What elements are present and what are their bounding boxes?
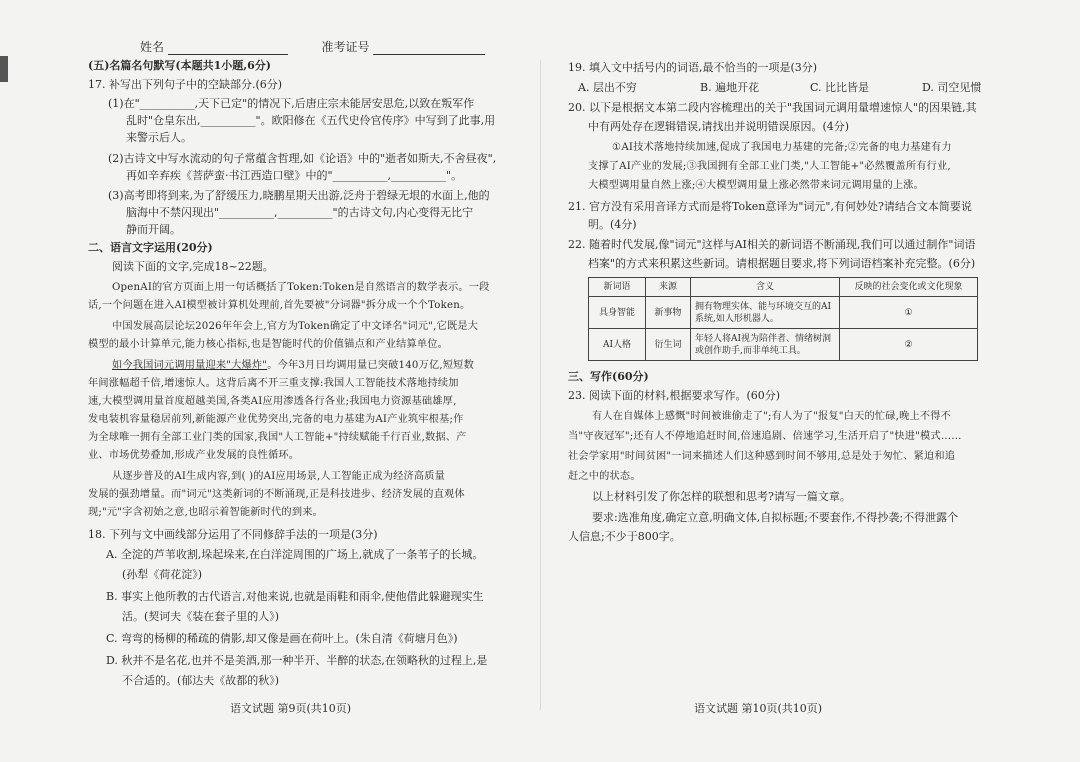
q22-stem-line2: 档案"的方式来积累这些新词。请根据题目要求,将下列词语档案补充完整。(6分) [588, 257, 976, 270]
q19-option-c: C. 比比皆是 [810, 81, 870, 94]
table-row [589, 297, 978, 329]
section-5-title: (五)名篇名句默写(本题共1小题,6分) [88, 59, 271, 72]
passage-p4-line3: 现;"元"字含初始之意,也昭示着智能新时代的到来。 [88, 507, 323, 518]
section-3-title: 三、写作(60分) [568, 370, 649, 383]
reading-instruction: 阅读下面的文字,完成18~22题。 [112, 260, 274, 273]
q17-stem: 17. 补写出下列句子中的空缺部分.(6分) [88, 78, 283, 91]
q17-2-line2: 再如辛弃疾《菩萨蛮·书江西造口壁》中的"__________,__________"。 [126, 169, 463, 182]
table-cell: 衍生词 [646, 329, 691, 361]
passage-p3-line3: 速,大模型调用量首度超越美国,各类AI应用渗透各行各业;我国电力资源基础雄厚, [88, 396, 457, 407]
material-line2: 当"守夜冠军";还有人不停地追赶时间,倍速追剧、倍速学习,生活开启了"快进"模式…… [568, 431, 962, 442]
name-label: 姓名 [140, 40, 165, 54]
table-row [589, 329, 978, 361]
passage-p3-line6: 业、市场优势叠加,形成产业发展的良性循环。 [88, 450, 300, 461]
q20-stem-line1: 20. 以下是根据文本第二段内容梳理出的关于"我国词元调用量增速惊人"的因果链,其 [568, 101, 977, 114]
passage-p2-line1: 中国发展高层论坛2026年年会上,官方为Token确定了中文译名"词元",它既是大 [112, 321, 479, 332]
table-header-row [589, 278, 978, 297]
q18-option-c: C. 弯弯的杨柳的稀疏的倩影,却又像是画在荷叶上。(朱自清《荷塘月色》) [106, 632, 458, 645]
word-archive-table [588, 277, 978, 361]
q19-option-b: B. 遍地开花 [700, 81, 760, 94]
name-blank[interactable] [168, 42, 288, 55]
material-line3: 社会学家用"时间贫困"一词来描述人们这种感到时间不够用,总是处于匆忙、紧迫和追 [568, 451, 956, 462]
q17-1-line2: 乱时"仓皇东出,__________"。欧阳修在《五代史伶官传序》中写到了此事,用 [126, 114, 496, 127]
exam-number-label: 准考证号 [321, 40, 370, 54]
section-2-title: 二、语言文字运用(20分) [88, 241, 213, 254]
table-cell: 具身智能 [589, 297, 646, 329]
q18-option-a-source: (孙犁《荷花淀》) [122, 568, 203, 581]
q20-stem-line2: 中有两处存在逻辑错误,请找出并说明错误原因。(4分) [588, 120, 850, 133]
writing-requirements-line2: 人信息;不少于800字。 [568, 530, 681, 543]
q17-3-line1: (3)高考即将到来,为了舒缓压力,晓鹏星期天出游,泛舟于碧绿无垠的水面上,他的 [108, 189, 490, 202]
passage-p4-line2: 发展的强劲增量。而"词元"这类新词的不断涌现,正是科技进步、经济发展的直观体 [88, 489, 465, 500]
page-10-footer: 语文试题 第10页(共10页) [694, 702, 823, 715]
q17-1-line1: (1)在"__________,天下已定"的情况下,后唐庄宗未能居安思危,以致在叛军作 [108, 97, 475, 110]
q19-option-d: D. 司空见惯 [922, 81, 982, 94]
passage-p1-line1: OpenAI的官方页面上用一句话概括了Token:Token是自然语言的数学表示。一段 [112, 282, 490, 293]
table-cell: AI人格 [589, 329, 646, 361]
binding-mark [0, 56, 8, 82]
q18-option-b-source: 活。(契诃夫《装在套子里的人》) [122, 610, 280, 623]
q17-2-line1: (2)古诗文中写水流动的句子常蕴含哲理,如《论语》中的"逝者如斯夫,不舍昼夜", [108, 152, 497, 165]
q18-option-d: D. 秋并不是名花,也并不是美酒,那一种半开、半醉的状态,在领略秋的过程上,是 [106, 654, 488, 667]
q19-stem: 19. 填入文中括号内的词语,最不恰当的一项是(3分) [568, 61, 818, 74]
passage-p3-line2: 年间涨幅超千倍,增速惊人。这背后离不开三重支撑:我国人工智能技术落地持续加 [88, 378, 459, 389]
writing-requirements-line1: 要求:选准角度,确定立意,明确文体,自拟标题;不要套作,不得抄袭;不得泄露个 [592, 511, 959, 524]
passage-p2-line2: 模型的最小计算单元,能力核心指标,也是智能时代的价值锚点和产业结算单位。 [88, 339, 449, 350]
q22-stem-line1: 22. 随着时代发展,像"词元"这样与AI相关的新词语不断涌现,我们可以通过制作"词语 [568, 238, 976, 251]
page-fold [540, 60, 541, 710]
q18-option-d-source: 不合适的。(郁达夫《故都的秋》) [122, 674, 280, 687]
table-cell: 年轻人将AI视为陪伴者、情绪树洞或创作助手,而非单纯工具。 [691, 329, 840, 361]
passage-p3-line4: 发电装机容量稳居前列,新能源产业优势突出,完备的电力基建为AI产业筑牢根基;作 [88, 414, 464, 425]
candidate-header [140, 38, 485, 55]
q17-3-line3: 静而开阔。 [126, 223, 181, 236]
passage-p4-line1: 从逐步普及的AI生成内容,到( )的AI应用场景,人工智能正成为经济高质量 [112, 471, 446, 482]
table-cell: 新事物 [646, 297, 691, 329]
q17-3-line2: 脑海中不禁闪现出"__________,__________"的古诗文句,内心变得无比宁 [126, 206, 474, 219]
q19-option-a: A. 层出不穷 [578, 81, 637, 94]
underlined-sentence: 如今我国词元调用量迎来"大爆炸" [112, 360, 268, 371]
q18-option-b: B. 事实上他所教的古代语言,对他来说,也就是雨鞋和雨伞,使他借此躲避现实生 [106, 590, 484, 603]
page-9-footer: 语文试题 第9页(共10页) [230, 702, 352, 715]
answer-blank-2[interactable]: ② [840, 329, 978, 361]
q20-chain-line2: 支撑了AI产业的发展;③我国拥有全部工业门类,"人工智能+"必然覆盖所有行业, [588, 161, 951, 172]
column-header: 反映的社会变化或文化现象 [840, 278, 978, 297]
q23-stem: 23. 阅读下面的材料,根据要求写作。(60分) [568, 389, 781, 402]
column-header: 新词语 [589, 278, 646, 297]
passage-p3-line5: 为全球唯一拥有全部工业门类的国家,我国"人工智能+"持续赋能千行百业,数据、产 [88, 432, 467, 443]
table-cell: 拥有物理实体、能与环境交互的AI系统,如人形机器人。 [691, 297, 840, 329]
column-header: 含义 [691, 278, 840, 297]
q20-chain-line3: 大模型调用量自然上涨;④大模型调用量上涨必然带来词元调用量的上涨。 [588, 180, 925, 191]
passage-p3-line1: 如今我国词元调用量迎来"大爆炸"。今年3月日均调用量已突破140万亿,短短数 [112, 360, 474, 371]
q21-stem-line2: 明。(4分) [588, 218, 637, 231]
q17-1-line3: 来警示后人。 [126, 131, 192, 144]
q20-chain-line1: ①AI技术落地持续加速,促成了我国电力基建的完备;②完备的电力基建有力 [612, 142, 952, 153]
q21-stem-line1: 21. 官方没有采用音译方式而是将Token意译为"词元",有何妙处?请结合文本简要说 [568, 200, 972, 213]
column-header: 来源 [646, 278, 691, 297]
passage-p1-line2: 话,一个问题在进入AI模型被计算机处理前,首先要被"分词器"拆分成一个个Token。 [88, 300, 471, 311]
exam-number-blank[interactable] [373, 42, 485, 55]
material-line4: 赶之中的状态。 [568, 471, 641, 482]
q18-stem: 18. 下列与文中画线部分运用了不同修辞手法的一项是(3分) [88, 528, 378, 541]
material-line1: 有人在自媒体上感慨"时间被谁偷走了";有人为了"报复"白天的忙碌,晚上不得不 [592, 411, 952, 422]
answer-blank-1[interactable]: ① [840, 297, 978, 329]
q18-option-a: A. 全淀的芦苇收割,垛起垛来,在白洋淀周围的广场上,就成了一条苇子的长城。 [106, 548, 484, 561]
writing-prompt: 以上材料引发了你怎样的联想和思考?请写一篇文章。 [592, 490, 851, 503]
